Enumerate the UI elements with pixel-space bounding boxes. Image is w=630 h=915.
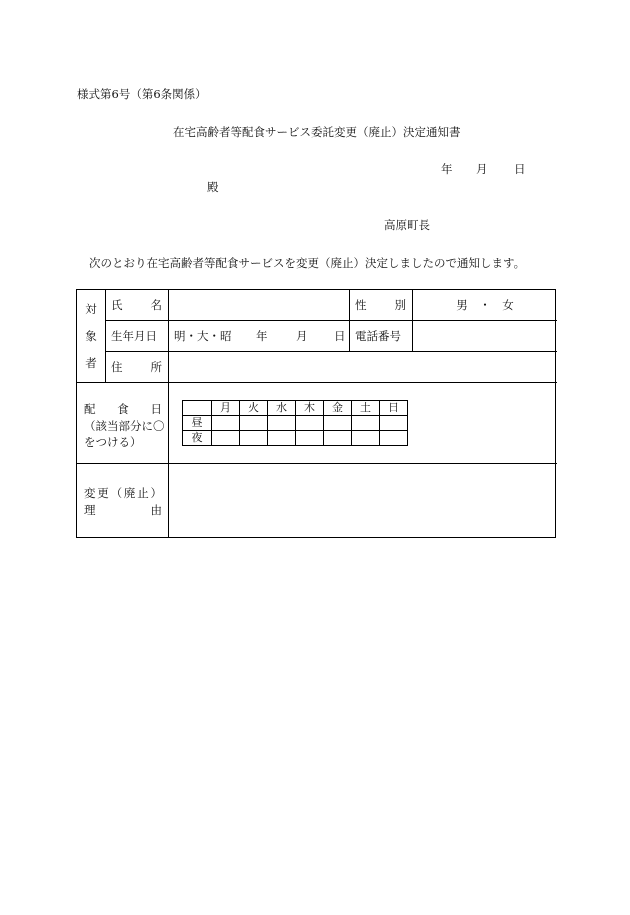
schedule-cell[interactable]	[240, 431, 268, 446]
weekday-mon: 月	[212, 401, 240, 416]
schedule-cell[interactable]	[380, 431, 408, 446]
weekday-sun: 日	[380, 401, 408, 416]
month-unit: 月	[476, 162, 488, 176]
weekday-wed: 水	[268, 401, 296, 416]
phone-field[interactable]	[413, 321, 557, 351]
schedule-cell[interactable]	[268, 431, 296, 446]
addressee-suffix: 殿	[207, 180, 219, 194]
address-label: 住 所	[111, 360, 162, 374]
schedule-cell[interactable]	[268, 416, 296, 431]
phone-label: 電話番号	[355, 329, 401, 343]
birthdate-label: 生年月日	[111, 329, 157, 343]
birthdate-field[interactable]	[174, 321, 346, 351]
body-text: 次のとおり在宅高齢者等配食サービスを変更（廃止）決定しましたので通知します。	[89, 256, 526, 270]
schedule-cell[interactable]	[324, 416, 352, 431]
document-title: 在宅高齢者等配食サービス委託変更（廃止）決定通知書	[173, 125, 461, 139]
dinner-label: 夜	[183, 431, 212, 446]
weekday-tue: 火	[240, 401, 268, 416]
reason-label-line-2: 理 由	[84, 503, 162, 517]
gender-label: 性 別	[355, 298, 406, 312]
gender-options[interactable]: 男 ・ 女	[456, 298, 514, 312]
name-label: 氏 名	[111, 298, 162, 312]
era-options: 明・大・昭	[174, 329, 232, 343]
reason-label-line-1: 変 更 （ 廃 止 ）	[84, 486, 162, 500]
meal-schedule-table	[182, 400, 408, 446]
lunch-label: 昼	[183, 416, 212, 431]
day-unit: 日	[514, 162, 526, 176]
schedule-cell[interactable]	[212, 431, 240, 446]
meal-days-note-2: をつける）	[84, 435, 142, 449]
schedule-cell[interactable]	[296, 416, 324, 431]
weekday-sat: 土	[352, 401, 380, 416]
name-field[interactable]	[169, 290, 349, 320]
schedule-cell[interactable]	[352, 431, 380, 446]
meal-days-note-1: （該当部分に〇	[84, 419, 165, 433]
form-number: 様式第6号（第6条関係）	[77, 87, 207, 101]
lunch-row	[183, 416, 408, 431]
dinner-row	[183, 431, 408, 446]
weekday-fri: 金	[324, 401, 352, 416]
schedule-cell[interactable]	[380, 416, 408, 431]
issue-date	[441, 161, 526, 177]
reason-field[interactable]	[169, 464, 557, 537]
birth-day-unit: 日	[334, 329, 346, 343]
weekday-header-row	[183, 401, 408, 416]
schedule-cell[interactable]	[296, 431, 324, 446]
birth-year-unit: 年	[256, 329, 268, 343]
subject-label: 対 象 者	[85, 302, 97, 370]
weekday-thu: 木	[296, 401, 324, 416]
meal-days-label: 配 食 日	[84, 402, 162, 416]
year-unit: 年	[441, 162, 453, 176]
birth-month-unit: 月	[296, 329, 308, 343]
notification-table	[76, 289, 556, 538]
schedule-cell[interactable]	[240, 416, 268, 431]
issuer: 高原町長	[384, 218, 430, 232]
schedule-cell[interactable]	[212, 416, 240, 431]
schedule-cell[interactable]	[352, 416, 380, 431]
address-field[interactable]	[169, 352, 557, 382]
schedule-cell[interactable]	[324, 431, 352, 446]
